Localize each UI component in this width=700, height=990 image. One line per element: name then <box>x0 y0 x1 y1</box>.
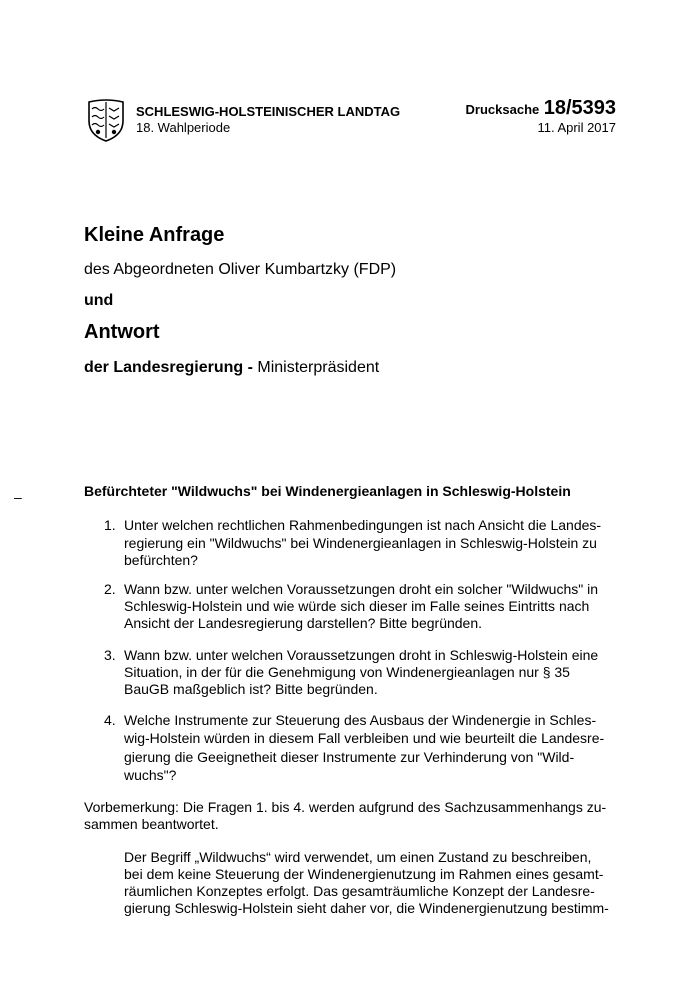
question-line: befürchten? <box>124 552 198 568</box>
parliament-name: SCHLESWIG-HOLSTEINISCHER LANDTAG <box>136 104 401 119</box>
preliminary-line: sammen beantwortet. <box>84 816 219 832</box>
question-line: Wann bzw. unter welchen Voraussetzungen droht in Schleswig-Holstein eine <box>124 647 599 663</box>
answer-line: räumlichen Konzeptes erfolgt. Das gesamträumliche Konzept der Landesre- <box>124 883 595 899</box>
answer-line: gierung Schleswig-Holstein sieht daher vor, die Windenergienutzung bestimm- <box>124 900 609 916</box>
kleine-anfrage-heading: Kleine Anfrage <box>84 224 225 246</box>
answer-line: Der Begriff „Wildwuchs“ wird verwendet, um einen Zustand zu beschreiben, <box>124 849 592 865</box>
question-line: wig-Holstein würden in diesem Fall verbleiben und wie beurteilt die Landesre- <box>124 730 605 746</box>
document-date: 11. April 2017 <box>537 120 616 135</box>
question-line: Situation, in der für die Genehmigung von Windenergieanlagen nur § 35 <box>124 664 570 680</box>
responder-rest: Ministerpräsident <box>252 359 380 376</box>
coat-of-arms-icon <box>86 97 126 143</box>
question-line: Welche Instrumente zur Steuerung des Ausbaus der Windenergie in Schles- <box>124 712 597 728</box>
question-number: 4. <box>104 712 116 728</box>
preliminary-line: Vorbemerkung: Die Fragen 1. bis 4. werden aufgrund des Sachzusammenhangs zu- <box>84 799 607 815</box>
asker-line: des Abgeordneten Oliver Kumbartzky (FDP) <box>84 261 397 278</box>
drucksache-number: 18/5393 <box>543 97 616 119</box>
answer-line: bei dem keine Steuerung der Windenergienutzung im Rahmen eines gesamt- <box>124 866 604 882</box>
question-line: BauGB maßgeblich ist? Bitte begründen. <box>124 681 378 697</box>
responder-bold: der Landesregierung - <box>84 359 253 376</box>
drucksache-block <box>466 97 616 120</box>
responder-line <box>84 359 379 377</box>
question-line: Unter welchen rechtlichen Rahmenbedingungen ist nach Ansicht die Landes- <box>124 517 602 533</box>
und-line: und <box>84 292 114 309</box>
question-number: 1. <box>104 517 116 533</box>
antwort-heading: Antwort <box>84 321 160 343</box>
margin-mark: – <box>14 489 22 505</box>
drucksache-label: Drucksache <box>465 102 540 117</box>
question-line: Wann bzw. unter welchen Voraussetzungen droht ein solcher "Wildwuchs" in <box>124 581 599 597</box>
subject-heading: Befürchteter "Wildwuchs" bei Windenergieanlagen in Schleswig-Holstein <box>84 483 571 499</box>
question-line: gierung die Geeignetheit dieser Instrumente zur Verhinderung von "Wild- <box>124 749 575 765</box>
election-period: 18. Wahlperiode <box>136 120 231 135</box>
question-number: 2. <box>104 581 116 597</box>
question-line: Schleswig-Holstein und wie würde sich dieser im Falle seines Eintritts nach <box>124 598 590 614</box>
question-number: 3. <box>104 647 116 663</box>
question-line: Ansicht der Landesregierung darstellen? Bitte begründen. <box>124 615 483 631</box>
question-line: wuchs"? <box>124 767 177 783</box>
question-line: regierung ein "Wildwuchs" bei Windenergieanlagen in Schleswig-Holstein zu <box>124 535 597 551</box>
